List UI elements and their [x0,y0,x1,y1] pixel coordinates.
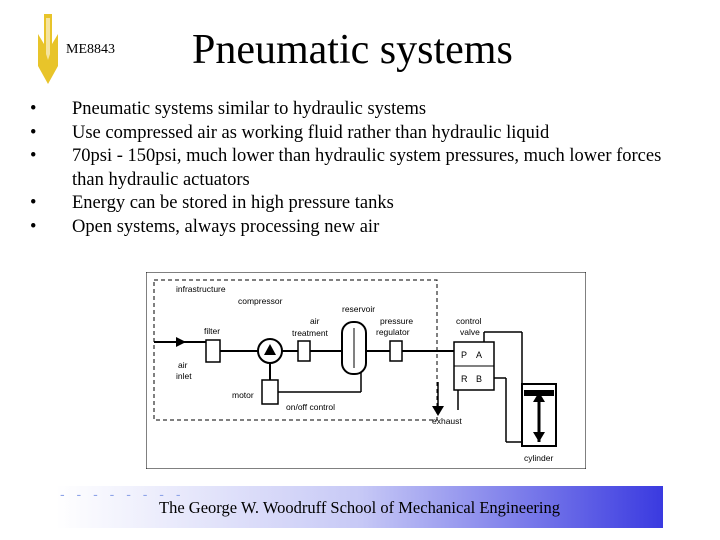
label-air-inlet-2: inlet [176,371,192,381]
bullet-symbol: • [30,122,37,143]
label-on-off-control: on/off control [286,402,335,412]
label-port-r: R [461,374,468,384]
bullet-item [30,192,690,216]
label-reservoir: reservoir [342,304,376,314]
footer-text: The George W. Woodruff School of Mechanical Engineering [159,498,560,517]
label-valve: valve [460,327,480,337]
label-motor: motor [232,390,254,400]
label-cylinder: cylinder [524,453,554,463]
footer-dashes: - - - - - - - - [60,486,185,502]
bullet-text: Open systems, always processing new air [72,216,380,237]
bullet-list [30,98,690,239]
label-port-a: A [476,350,483,360]
slide-title: Pneumatic systems [192,27,513,73]
pneumatic-system-diagram [146,272,586,469]
label-exhaust: exhaust [432,416,462,426]
bullet-symbol: • [30,216,37,237]
label-treatment: treatment [292,328,328,338]
bullet-text: Use compressed air as working fluid rather than hydraulic liquid [72,122,550,143]
filter-component [206,340,220,362]
bullet-symbol: • [30,99,37,119]
gatech-logo [36,14,60,84]
label-compressor: compressor [238,296,283,306]
label-port-p: P [461,350,468,360]
bullet-item [30,145,690,192]
label-infrastructure: infrastructure [176,284,226,294]
label-control: control [456,316,482,326]
bullet-item [30,216,690,240]
bullet-text: 70psi - 150psi, much lower than hydraulic system pressures, much lower forces than hydraulic actuators [72,146,662,190]
air-treatment-component [298,341,310,361]
label-regulator: regulator [376,327,410,337]
label-air-inlet-1: air [178,360,188,370]
bullet-symbol: • [30,193,37,213]
pressure-regulator-component [390,341,402,361]
bullet-symbol: • [30,146,37,166]
bullet-item [30,98,690,122]
motor-component [262,380,278,404]
bullet-item [30,122,690,146]
bullet-text: Pneumatic systems similar to hydraulic systems [72,99,427,119]
label-air: air [310,316,320,326]
label-filter: filter [204,326,221,336]
course-code: ME8843 [66,42,115,57]
label-pressure: pressure [380,316,414,326]
label-port-b: B [476,374,483,384]
bullet-text: Energy can be stored in high pressure tanks [72,193,394,213]
